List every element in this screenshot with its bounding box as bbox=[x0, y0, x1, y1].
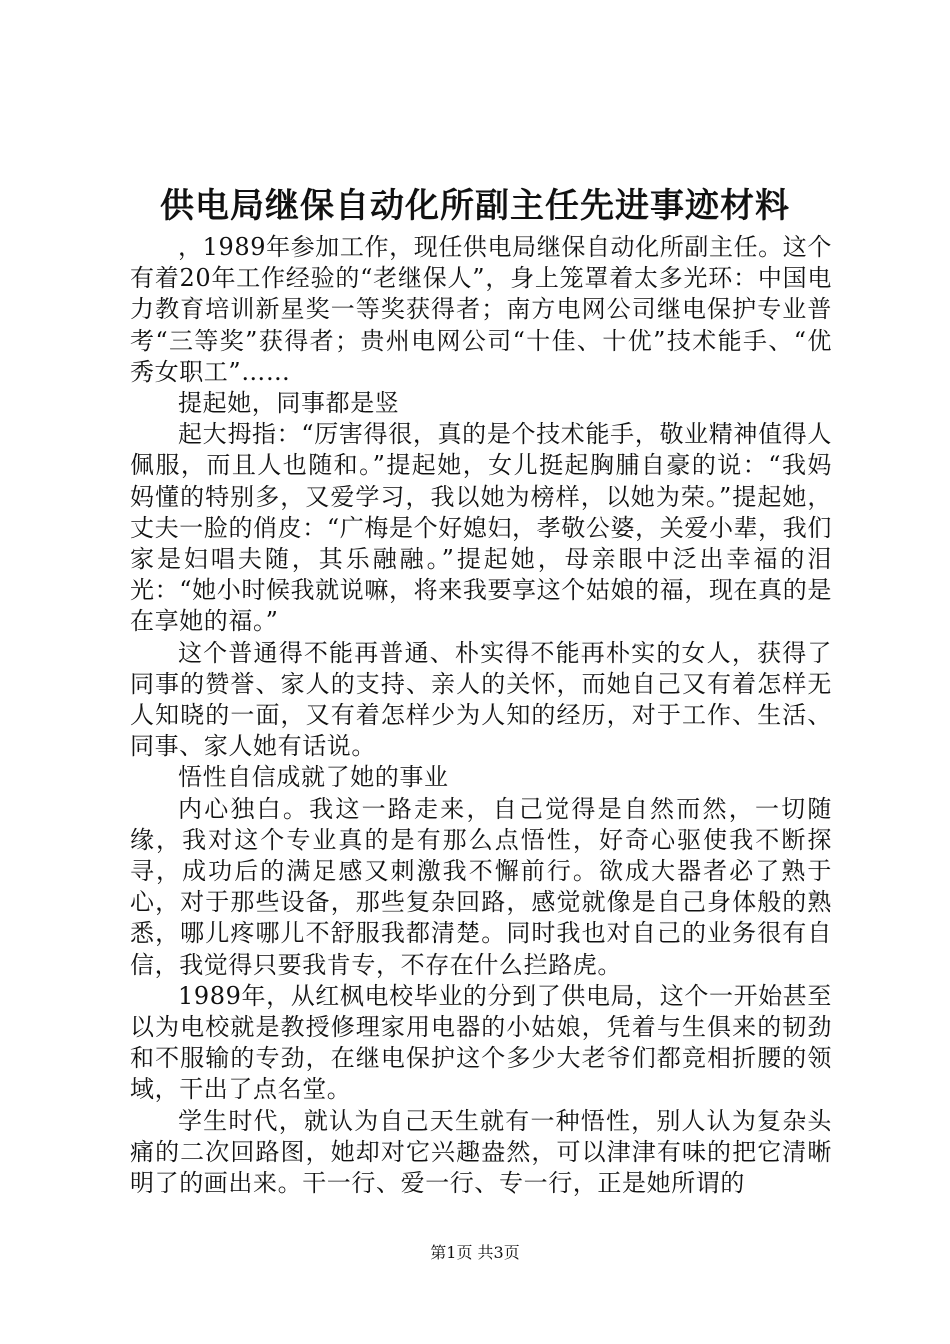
document-body bbox=[130, 232, 832, 1199]
section-heading: 悟性自信成就了她的事业 bbox=[178, 763, 449, 792]
paragraph: ，1989年参加工作，现任供电局继保自动化所副主任。这个有着20年工作经验的“老继保人”，身上笼罩着太多光环：中国电力教育培训新星奖一等奖获得者；南方电网公司继电保护专业普考“三等奖”获得者；贵州电网公司“十佳、十优”技术能手、“优秀女职工”…… bbox=[130, 233, 832, 386]
paragraph: 这个普通得不能再普通、朴实得不能再朴实的女人，获得了同事的赞誉、家人的支持、亲人的关怀，而她自己又有着怎样无人知晓的一面，又有着怎样少为人知的经历，对于工作、生活、同事、家人她有话说。 bbox=[130, 638, 832, 761]
paragraph: 起大拇指：“厉害得很，真的是个技术能手，敬业精神值得人佩服，而且人也随和。”提起她，女儿挺起胸脯自豪的说：“我妈妈懂的特别多，又爱学习，我以她为榜样，以她为荣。”提起她，丈夫一脸的俏皮：“广梅是个好媳妇，孝敬公婆，关爱小辈，我们家是妇唱夫随，其乐融融。”提起她，母亲眼中泛出幸福的泪光：“她小时候我就说嘛，将来我要享这个姑娘的福，现在真的是在享她的福。” bbox=[130, 420, 832, 636]
paragraph: 学生时代，就认为自己天生就有一种悟性，别人认为复杂头痛的二次回路图，她却对它兴趣盎然，可以津津有味的把它清晰明了的画出来。干一行、爱一行、专一行，正是她所谓的 bbox=[130, 1106, 832, 1198]
document-title: 供电局继保自动化所副主任先进事迹材料 bbox=[160, 186, 790, 226]
paragraph: 内心独白。我这一路走来，自己觉得是自然而然，一切随缘，我对这个专业真的是有那么点悟性，好奇心驱使我不断探寻，成功后的满足感又刺激我不懈前行。欲成大器者必了熟于心，对于那些设备，那些复杂回路，感觉就像是自己身体般的熟悉，哪儿疼哪儿不舒服我都清楚。同时我也对自己的业务很有自信，我觉得只要我肯专，不存在什么拦路虎。 bbox=[130, 794, 832, 979]
paragraph: 1989年，从红枫电校毕业的分到了供电局，这个一开始甚至以为电校就是教授修理家用电器的小姑娘，凭着与生俱来的韧劲和不服输的专劲，在继电保护这个多少大老爷们都竞相折腰的领域，干出了点名堂。 bbox=[130, 981, 832, 1104]
page-footer: 第1页 共3页 bbox=[430, 1243, 520, 1262]
paragraph: 提起她，同事都是竖 bbox=[178, 389, 400, 418]
